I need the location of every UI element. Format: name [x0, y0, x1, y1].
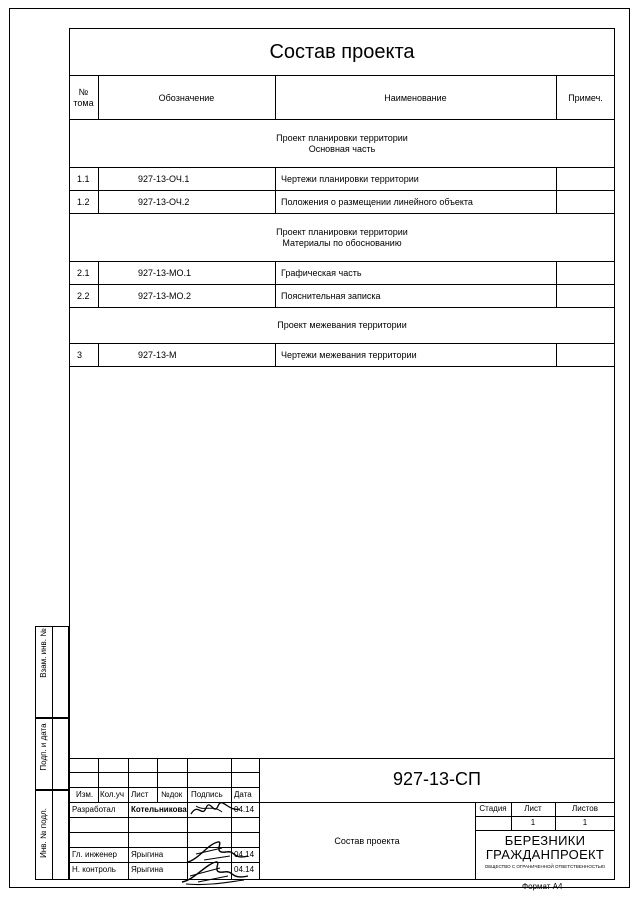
- tb-hline: [69, 832, 259, 833]
- tb-divider: [128, 802, 129, 880]
- tb-hline: [475, 830, 615, 831]
- col-divider: [556, 76, 557, 120]
- row-name: Чертежи планировки территории: [281, 174, 419, 185]
- side-label-replaced-inv: Взам. инв. №: [39, 628, 48, 678]
- col-divider: [275, 262, 276, 308]
- row-designation: 927-13-ОЧ.1: [138, 174, 190, 185]
- tb-header-date: Дата: [234, 790, 252, 799]
- row-number: 1.2: [77, 197, 90, 208]
- row-designation: 927-13-М: [138, 350, 177, 361]
- sheet-label: Лист: [524, 804, 542, 813]
- section-heading: [69, 120, 615, 168]
- paper-format: Формат А4: [522, 882, 563, 891]
- tb-date: 04.14: [234, 805, 255, 814]
- header-note: Примеч.: [568, 92, 603, 103]
- side-label-sign-date: Подп. и дата: [39, 723, 48, 771]
- tb-header-doc-number: №док: [161, 790, 183, 799]
- company-name-line1: БЕРЕЗНИКИ: [504, 833, 586, 849]
- sheets-value: 1: [582, 818, 588, 827]
- section-heading-line: Проект планировки территории: [276, 132, 408, 143]
- header-designation: Обозначение: [158, 92, 215, 103]
- tb-person-name: Котельникова: [131, 805, 187, 814]
- tb-person-name: Ярыгина: [131, 865, 164, 874]
- col-divider: [98, 344, 99, 367]
- tb-date: 04.14: [234, 850, 255, 859]
- section-heading: [69, 214, 615, 262]
- header-volume-number: № тома: [73, 87, 94, 108]
- col-divider: [556, 344, 557, 367]
- document-code: 927-13-СП: [393, 769, 481, 790]
- tb-divider: [128, 758, 129, 802]
- tb-date: 04.14: [234, 865, 255, 874]
- tb-header-sheet: Лист: [131, 790, 149, 799]
- row-name: Пояснительная записка: [281, 291, 381, 302]
- tb-role: Гл. инженер: [72, 850, 117, 859]
- document-title: Состав проекта: [334, 835, 400, 846]
- col-divider: [275, 168, 276, 214]
- tb-hline: [69, 787, 259, 788]
- col-divider: [98, 76, 99, 120]
- row-name: Графическая часть: [281, 268, 362, 279]
- side-label-original-inv: Инв. № подл.: [39, 808, 48, 858]
- row-name: Положения о размещении линейного объекта: [281, 197, 473, 208]
- header-name: Наименование: [384, 92, 447, 103]
- row-number: 3: [77, 350, 83, 361]
- section-heading: [69, 308, 615, 344]
- tb-role: Н. контроль: [72, 865, 116, 874]
- section-heading-line: Основная часть: [308, 143, 376, 154]
- page-title: Состав проекта: [69, 28, 615, 76]
- sheet-value: 1: [530, 818, 536, 827]
- stage-label: Стадия: [479, 804, 507, 813]
- tb-header-count: Кол.уч: [100, 790, 124, 799]
- row-number: 2.1: [77, 268, 90, 279]
- col-divider: [556, 262, 557, 308]
- tb-divider: [157, 758, 158, 802]
- col-divider: [275, 76, 276, 120]
- section-heading-line: Материалы по обоснованию: [282, 237, 402, 248]
- row-name: Чертежи межевания территории: [281, 350, 417, 361]
- tb-header-change: Изм.: [76, 790, 94, 799]
- row-number: 2.2: [77, 291, 90, 302]
- company-name-line2: ГРАЖДАНПРОЕКТ: [485, 847, 605, 863]
- tb-hline: [69, 772, 259, 773]
- col-divider: [98, 262, 99, 308]
- row-designation: 927-13-МО.2: [138, 291, 192, 302]
- row-designation: 927-13-МО.1: [138, 268, 192, 279]
- section-heading-line: Проект планировки территории: [276, 226, 408, 237]
- col-divider: [556, 168, 557, 214]
- company-legal-form: ОБЩЕСТВО С ОГРАНИЧЕННОЙ ОТВЕТСТВЕННОСТЬЮ: [484, 864, 606, 870]
- row-number: 1.1: [77, 174, 90, 185]
- row-designation: 927-13-ОЧ.2: [138, 197, 190, 208]
- section-heading-line: Проект межевания территории: [277, 320, 407, 331]
- tb-person-name: Ярыгина: [131, 850, 164, 859]
- col-divider: [98, 168, 99, 214]
- signature-norm-control: [178, 856, 255, 886]
- tb-role: Разработал: [72, 805, 116, 814]
- signature-developer: [188, 800, 244, 820]
- tb-divider: [98, 758, 99, 802]
- col-divider: [275, 344, 276, 367]
- tb-header-signature: Подпись: [191, 790, 223, 799]
- sheets-label: Листов: [572, 804, 598, 813]
